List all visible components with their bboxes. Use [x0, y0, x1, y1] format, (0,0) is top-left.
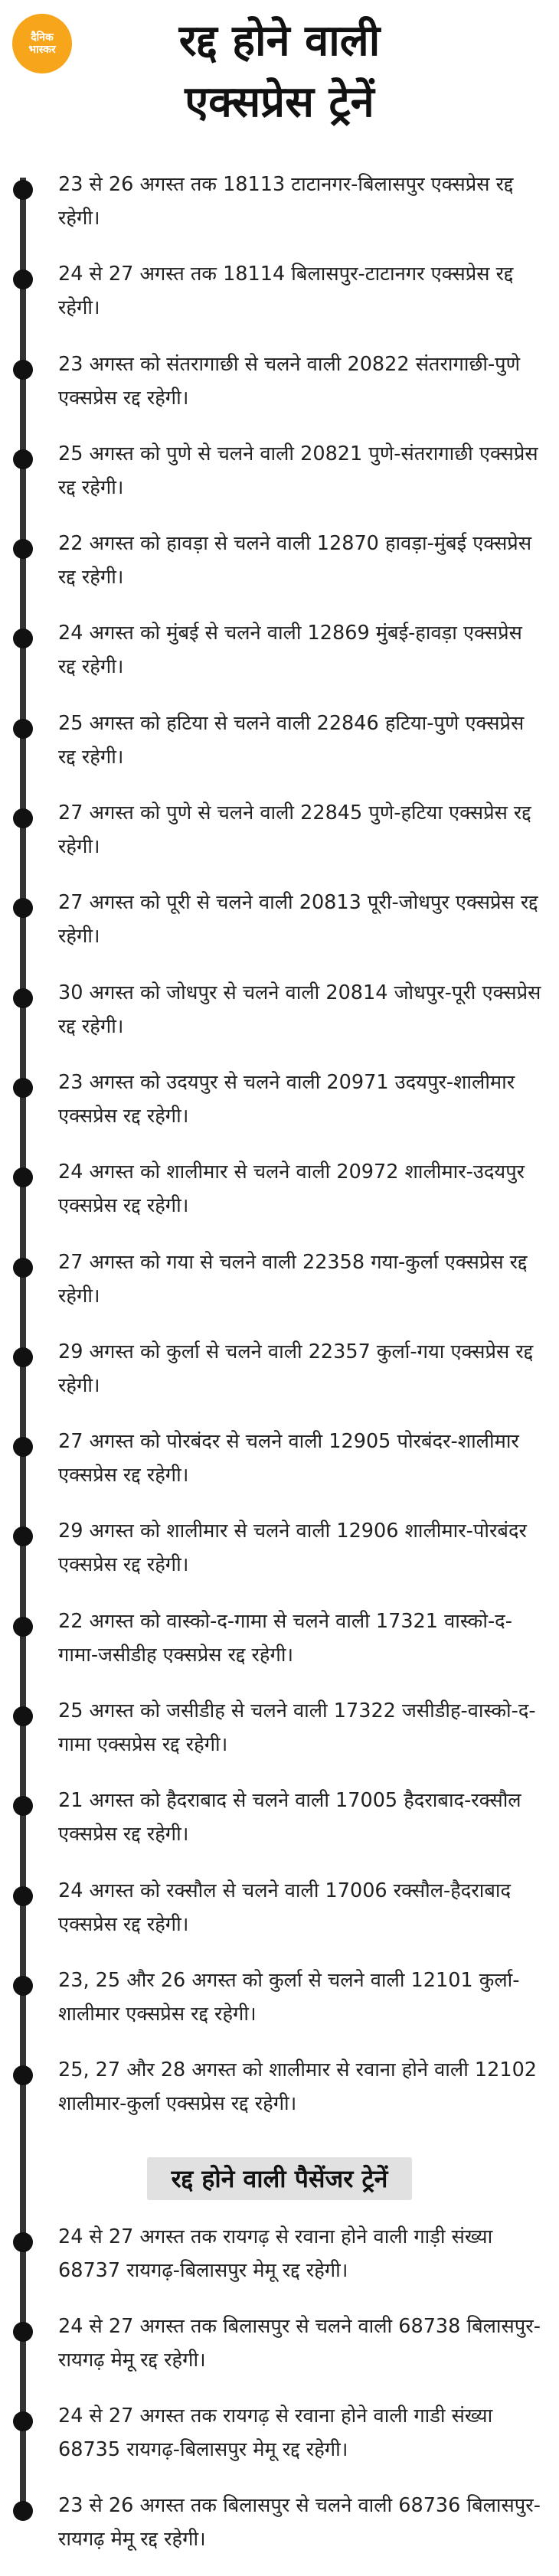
- train-cancellation-text: 24 से 27 अगस्त तक बिलासपुर से चलने वाली 68738 बिलासपुर-रायगढ़ मेमू रद्द रहेगी।: [58, 2314, 541, 2372]
- train-cancellation-text: 25, 27 और 28 अगस्त को शालीमार से रवाना होने वाली 12102 शालीमार-कुर्ला एक्सप्रेस रद्द रहेगी।: [58, 2059, 538, 2116]
- list-item: [0, 1691, 559, 1781]
- train-cancellation-text: 23 अगस्त को उदयपुर से चलने वाली 20971 उदयपुर-शालीमार एक्सप्रेस रद्द रहेगी।: [58, 1070, 515, 1128]
- bullet-dot-icon: [13, 2232, 33, 2252]
- list-item: [0, 973, 559, 1063]
- train-cancellation-text: 23 से 26 अगस्त तक 18113 टाटानगर-बिलासपुर एक्सप्रेस रद्द रहेगी।: [58, 173, 514, 230]
- express-trains-list: [0, 165, 559, 2140]
- bullet-dot-icon: [13, 988, 33, 1008]
- list-item: [0, 1871, 559, 1961]
- list-item: [0, 1781, 559, 1870]
- bullet-dot-icon: [13, 808, 33, 828]
- train-cancellation-text: 24 से 27 अगस्त तक रायगढ़ से रवाना होने वाली गाडी संख्या 68735 रायगढ़-बिलासपुर मेमू रद्द रहेगी।: [58, 2405, 493, 2462]
- bullet-dot-icon: [13, 1167, 33, 1187]
- train-cancellation-text: 24 अगस्त को मुंबई से चलने वाली 12869 मुंबई-हावड़ा एक्सप्रेस रद्द रहेगी।: [58, 622, 522, 679]
- list-item: [0, 1422, 559, 1511]
- title-line-2: एक्सप्रेस ट्रेनें: [185, 77, 374, 127]
- list-item: [0, 254, 559, 344]
- list-item: [0, 344, 559, 434]
- train-cancellation-text: 23 अगस्त को संतरागाछी से चलने वाली 20822 संतरागाछी-पुणे एक्सप्रेस रद्द रहेगी।: [58, 352, 521, 410]
- train-cancellation-text: 29 अगस्त को शालीमार से चलने वाली 12906 शालीमार-पोरबंदर एक्सप्रेस रद्द रहेगी।: [58, 1520, 527, 1577]
- bullet-dot-icon: [13, 1617, 33, 1637]
- train-cancellation-text: 24 से 27 अगस्त तक 18114 बिलासपुर-टाटानगर एक्सप्रेस रद्द रहेगी।: [58, 263, 514, 320]
- train-cancellation-text: 23 से 26 अगस्त तक बिलासपुर से चलने वाली 68736 बिलासपुर-रायगढ़ मेमू रद्द रहेगी।: [58, 2494, 541, 2552]
- list-item: [0, 2050, 559, 2140]
- bullet-dot-icon: [13, 539, 33, 559]
- cancelled-trains-list: [0, 165, 559, 2576]
- train-cancellation-text: 25 अगस्त को जसीडीह से चलने वाली 17322 जसीडीह-वास्को-द-गामा एक्सप्रेस रद्द रहेगी।: [58, 1699, 536, 1757]
- list-item: [0, 1332, 559, 1422]
- list-item: [0, 434, 559, 524]
- train-cancellation-text: 25 अगस्त को पुणे से चलने वाली 20821 पुणे-संतरागाछी एक्सप्रेस रद्द रहेगी।: [58, 442, 538, 499]
- page-title: [0, 11, 559, 133]
- bullet-dot-icon: [13, 2322, 33, 2342]
- logo-line-1: दैनिक: [31, 31, 54, 44]
- bullet-dot-icon: [13, 1976, 33, 1996]
- bullet-dot-icon: [13, 2065, 33, 2085]
- passenger-trains-list: [0, 2217, 559, 2576]
- title-line-1: रद्द होने वाली: [178, 16, 381, 66]
- train-cancellation-text: 23, 25 और 26 अगस्त को कुर्ला से चलने वाली 12101 कुर्ला-शालीमार एक्सप्रेस रद्द रहेगी।: [58, 1968, 520, 2026]
- train-cancellation-text: 27 अगस्त को गया से चलने वाली 22358 गया-कुर्ला एक्सप्रेस रद्द रहेगी।: [58, 1250, 528, 1308]
- bullet-dot-icon: [13, 1437, 33, 1457]
- bullet-dot-icon: [13, 2411, 33, 2431]
- bullet-dot-icon: [13, 269, 33, 289]
- train-cancellation-text: 21 अगस्त को हैदराबाद से चलने वाली 17005 हैदराबाद-रक्सौल एक्सप्रेस रद्द रहेगी।: [58, 1789, 521, 1846]
- train-cancellation-text: 30 अगस्त को जोधपुर से चलने वाली 20814 जोधपुर-पूरी एक्सप्रेस रद्द रहेगी।: [58, 981, 541, 1038]
- train-cancellation-text: 27 अगस्त को पूरी से चलने वाली 20813 पूरी-जोधपुर एक्सप्रेस रद्द रहेगी।: [58, 891, 538, 948]
- list-item: [0, 883, 559, 972]
- bullet-dot-icon: [13, 1886, 33, 1906]
- bullet-dot-icon: [13, 1078, 33, 1098]
- list-item: [0, 613, 559, 703]
- list-item: [0, 1961, 559, 2050]
- passenger-section-header: [0, 2140, 559, 2217]
- bullet-dot-icon: [13, 1796, 33, 1816]
- list-item: [0, 1152, 559, 1242]
- list-item: [0, 1511, 559, 1601]
- train-cancellation-text: 24 अगस्त को शालीमार से चलने वाली 20972 शालीमार-उदयपुर एक्सप्रेस रद्द रहेगी।: [58, 1161, 525, 1218]
- train-cancellation-text: 27 अगस्त को पोरबंदर से चलने वाली 12905 पोरबंदर-शालीमार एक्सप्रेस रद्द रहेगी।: [58, 1430, 519, 1487]
- bullet-dot-icon: [13, 1526, 33, 1546]
- bullet-dot-icon: [13, 719, 33, 739]
- bullet-dot-icon: [13, 628, 33, 648]
- list-item: [0, 165, 559, 254]
- list-item: [0, 704, 559, 793]
- train-cancellation-text: 25 अगस्त को हटिया से चलने वाली 22846 हटिया-पुणे एक्सप्रेस रद्द रहेगी।: [58, 711, 525, 769]
- list-item: [0, 1063, 559, 1152]
- train-cancellation-text: 24 से 27 अगस्त तक रायगढ़ से रवाना होने वाली गाड़ी संख्या 68737 रायगढ़-बिलासपुर मेमू रद्द रहेगी।: [58, 2225, 493, 2282]
- list-item: [0, 2217, 559, 2307]
- list-item: [0, 1601, 559, 1691]
- list-item: [0, 793, 559, 883]
- train-cancellation-text: 27 अगस्त को पुणे से चलने वाली 22845 पुणे-हटिया एक्सप्रेस रद्द रहेगी।: [58, 802, 531, 859]
- bullet-dot-icon: [13, 1258, 33, 1278]
- bullet-dot-icon: [13, 180, 33, 200]
- passenger-section-title: रद्द होने वाली पैसेंजर ट्रेनें: [147, 2157, 413, 2200]
- bullet-dot-icon: [13, 360, 33, 380]
- bullet-dot-icon: [13, 449, 33, 469]
- list-item: [0, 2486, 559, 2575]
- train-cancellation-text: 22 अगस्त को वास्को-द-गामा से चलने वाली 17321 वास्को-द-गामा-जसीडीह एक्सप्रेस रद्द रहेगी।: [58, 1609, 512, 1667]
- logo-line-2: भास्कर: [28, 44, 56, 56]
- bullet-dot-icon: [13, 898, 33, 918]
- bullet-dot-icon: [13, 1706, 33, 1726]
- list-item: [0, 524, 559, 613]
- train-cancellation-text: 24 अगस्त को रक्सौल से चलने वाली 17006 रक्सौल-हैदराबाद एक्सप्रेस रद्द रहेगी।: [58, 1879, 512, 1936]
- list-item: [0, 2307, 559, 2396]
- bullet-dot-icon: [13, 1347, 33, 1367]
- train-cancellation-text: 29 अगस्त को कुर्ला से चलने वाली 22357 कुर्ला-गया एक्सप्रेस रद्द रहेगी।: [58, 1340, 534, 1397]
- list-item: [0, 2396, 559, 2486]
- list-item: [0, 1242, 559, 1332]
- train-cancellation-text: 22 अगस्त को हावड़ा से चलने वाली 12870 हावड़ा-मुंबई एक्सप्रेस रद्द रहेगी।: [58, 532, 532, 589]
- bullet-dot-icon: [13, 2501, 33, 2521]
